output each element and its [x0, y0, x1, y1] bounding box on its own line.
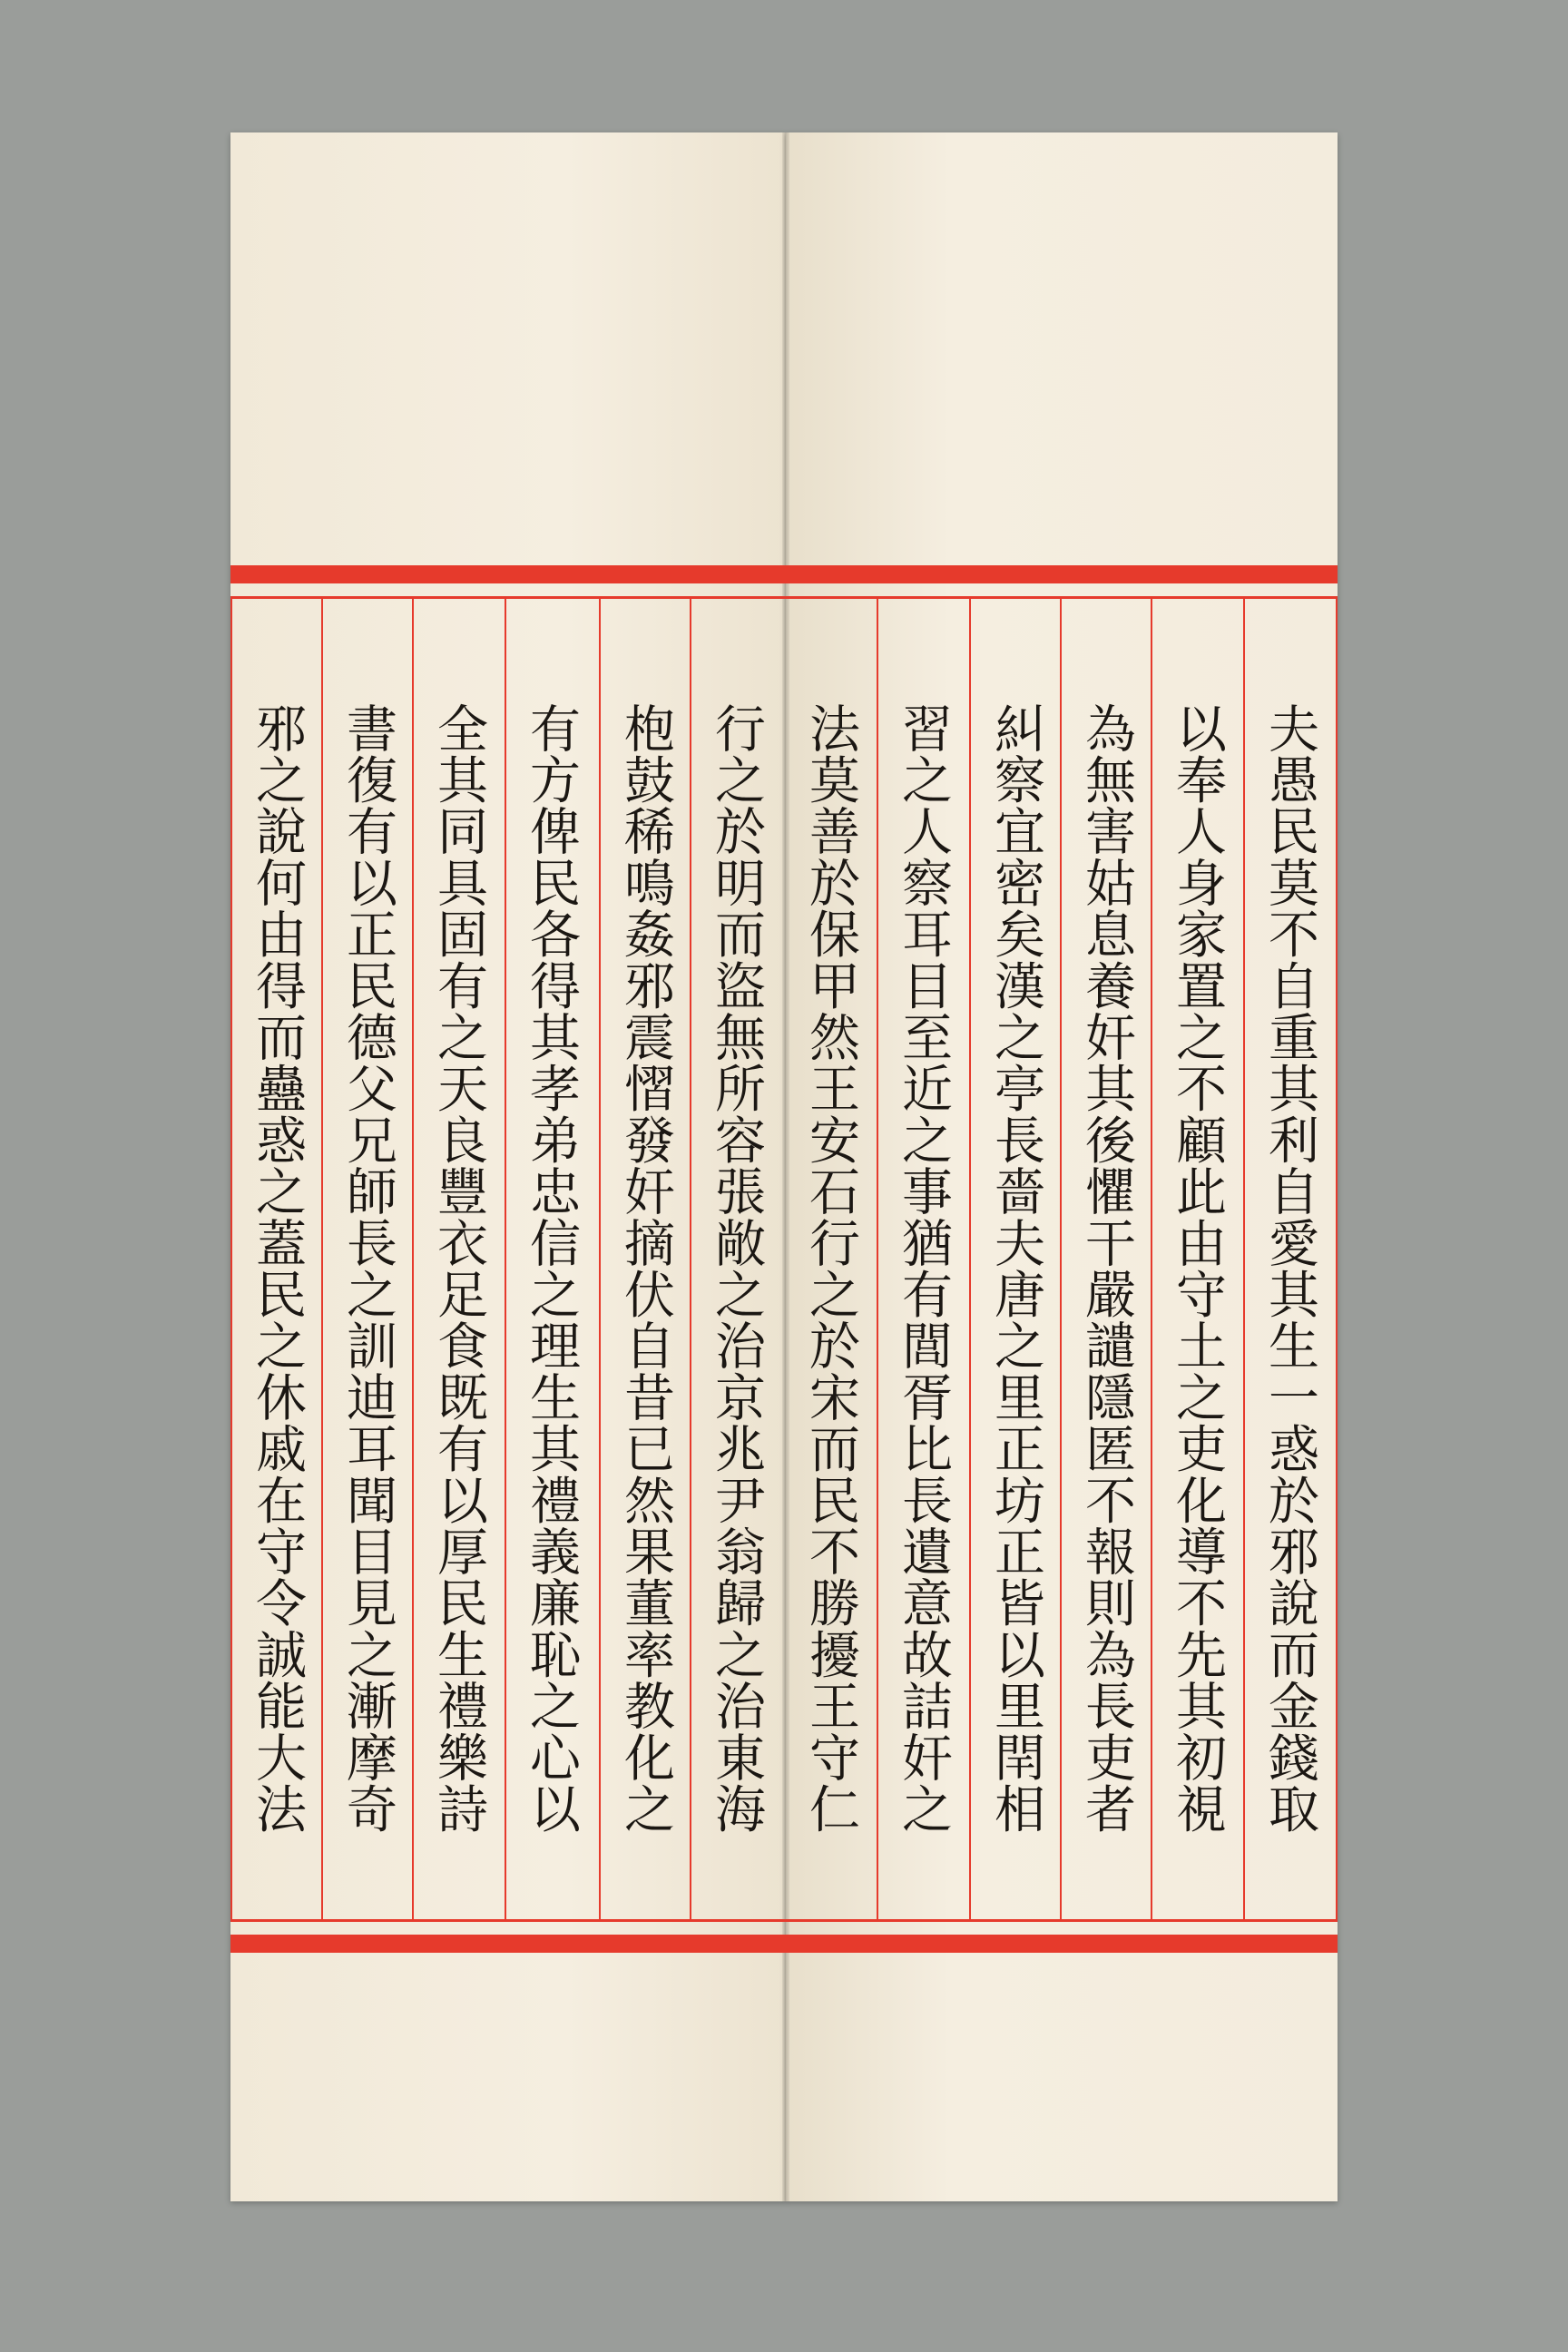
column-divider — [969, 599, 971, 1919]
column-divider — [1060, 599, 1062, 1919]
top-thick-red-border — [230, 565, 1338, 583]
text-column-6: 法莫善於保甲然王安石行之於宋而民不勝擾王守仁 — [801, 702, 860, 1835]
column-divider — [230, 599, 232, 1919]
column-divider — [321, 599, 323, 1919]
bottom-thick-red-border — [230, 1935, 1338, 1953]
text-column-2: 以奉人身家置之不顧此由守土之吏化導不先其初視 — [1168, 702, 1227, 1835]
text-column-11: 書復有以正民德父兄師長之訓迪耳聞目見之漸摩奇 — [338, 702, 397, 1835]
text-column-4: 糾察宜密矣漢之亭長嗇夫唐之里正坊正皆以里閈相 — [986, 702, 1045, 1835]
text-column-8: 枹鼓稀鳴姦邪震慴發奸摘伏自昔已然果董率教化之 — [616, 702, 675, 1835]
text-column-7: 行之於明而盜無所容張敞之治京兆尹翁歸之治東海 — [707, 702, 766, 1835]
column-divider — [1151, 599, 1152, 1919]
bottom-thin-red-border — [230, 1919, 1338, 1922]
text-column-12: 邪之說何由得而蠱惑之蓋民之休戚在守令誠能大法 — [248, 702, 307, 1835]
column-divider — [505, 599, 506, 1919]
text-column-5: 習之人察耳目至近之事猶有閭胥比長遺意故詰奸之 — [894, 702, 953, 1835]
text-column-9: 有方俾民各得其孝弟忠信之理生其禮義廉恥之心以 — [522, 702, 581, 1835]
top-thin-red-border — [230, 596, 1338, 599]
page-fold — [782, 132, 789, 2201]
text-column-10: 全其同具固有之天良豐衣足食既有以厚民生禮樂詩 — [429, 702, 488, 1835]
text-column-1: 夫愚民莫不自重其利自愛其生一惑於邪說而金錢取 — [1260, 702, 1319, 1835]
column-divider — [690, 599, 691, 1919]
column-divider — [599, 599, 601, 1919]
column-divider — [877, 599, 878, 1919]
column-divider — [412, 599, 414, 1919]
column-divider — [1336, 599, 1338, 1919]
text-column-3: 為無害姑息養奸其後懼干嚴譴隱匿不報則為長吏者 — [1077, 702, 1136, 1835]
column-divider — [1243, 599, 1245, 1919]
